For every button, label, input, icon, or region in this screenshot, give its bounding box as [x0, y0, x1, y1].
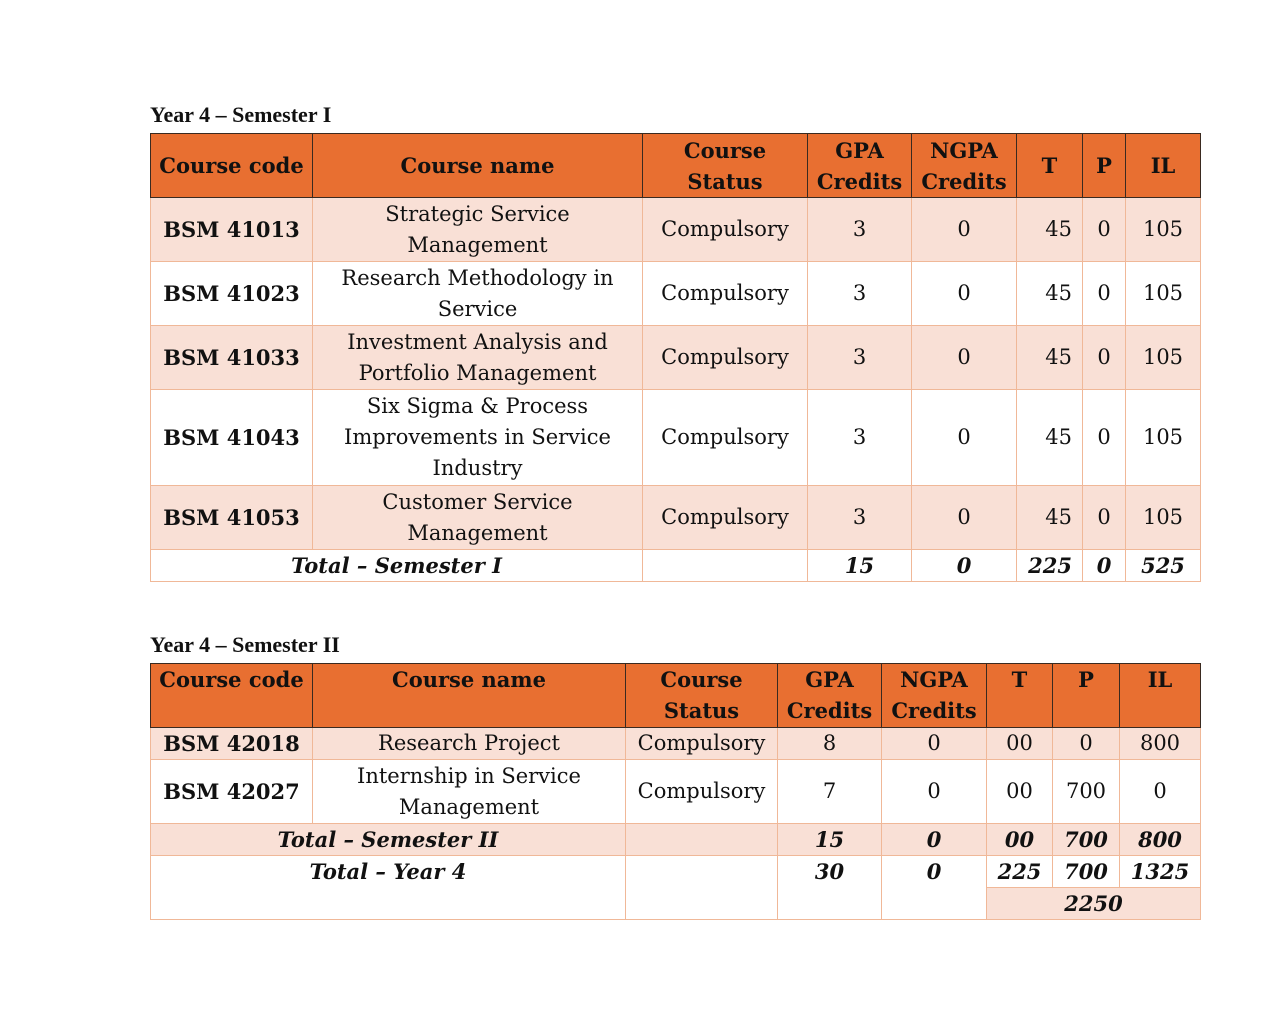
- t-value: 00: [987, 728, 1053, 760]
- il-value: 105: [1126, 262, 1201, 326]
- course-code: BSM 42027: [151, 760, 313, 824]
- course-code: BSM 41013: [151, 198, 313, 262]
- gpa-credits: 3: [808, 326, 912, 390]
- semester1-title: Year 4 – Semester I: [150, 102, 332, 127]
- total-label: Total – Semester II: [151, 824, 626, 856]
- course-name: Strategic Service Management: [313, 198, 643, 262]
- semester1-table: [150, 133, 1201, 582]
- header-il: IL: [1126, 134, 1201, 198]
- table-row: [151, 728, 1201, 760]
- course-code: BSM 41033: [151, 326, 313, 390]
- header-ngpa-credits: NGPA Credits: [882, 664, 987, 728]
- header-t: T: [1017, 134, 1083, 198]
- course-code: BSM 41053: [151, 486, 313, 550]
- year-total-t: 225: [987, 856, 1053, 888]
- course-code: BSM 41023: [151, 262, 313, 326]
- p-value: 0: [1083, 198, 1126, 262]
- header-p: P: [1053, 664, 1120, 728]
- year-total-ngpa: 0: [882, 856, 987, 920]
- p-value: 0: [1083, 326, 1126, 390]
- il-value: 800: [1120, 728, 1201, 760]
- course-name: Customer Service Management: [313, 486, 643, 550]
- course-status: Compulsory: [643, 326, 808, 390]
- header-gpa-credits: GPA Credits: [808, 134, 912, 198]
- header-ngpa-credits: NGPA Credits: [912, 134, 1017, 198]
- table-row: [151, 326, 1201, 390]
- header-gpa-credits: GPA Credits: [778, 664, 882, 728]
- year-total-p: 700: [1053, 856, 1120, 888]
- header-course-status: Course Status: [643, 134, 808, 198]
- total-il: 525: [1126, 550, 1201, 582]
- grand-total: 2250: [987, 888, 1201, 920]
- header-course-name: Course name: [313, 664, 626, 728]
- course-name: Investment Analysis and Portfolio Management: [313, 326, 643, 390]
- year-total-il: 1325: [1120, 856, 1201, 888]
- total-ngpa: 0: [882, 824, 987, 856]
- t-value: 45: [1017, 262, 1083, 326]
- ngpa-credits: 0: [882, 760, 987, 824]
- total-status-empty: [643, 550, 808, 582]
- il-value: 105: [1126, 326, 1201, 390]
- ngpa-credits: 0: [912, 262, 1017, 326]
- semester2-title: Year 4 – Semester II: [150, 632, 340, 657]
- course-name: Research Methodology in Service: [313, 262, 643, 326]
- header-course-code: Course code: [151, 664, 313, 728]
- table-header-row: [151, 664, 1201, 728]
- header-t: T: [987, 664, 1053, 728]
- course-name: Internship in Service Management: [313, 760, 626, 824]
- total-t: 225: [1017, 550, 1083, 582]
- year-total-status-empty: [626, 856, 778, 920]
- total-row: [151, 550, 1201, 582]
- table-row: [151, 486, 1201, 550]
- total-row: [151, 824, 1201, 856]
- gpa-credits: 3: [808, 198, 912, 262]
- table-row: [151, 390, 1201, 486]
- gpa-credits: 3: [808, 390, 912, 486]
- t-value: 45: [1017, 390, 1083, 486]
- p-value: 0: [1053, 728, 1120, 760]
- total-ngpa: 0: [912, 550, 1017, 582]
- total-gpa: 15: [808, 550, 912, 582]
- course-status: Compulsory: [643, 486, 808, 550]
- p-value: 0: [1083, 390, 1126, 486]
- gpa-credits: 8: [778, 728, 882, 760]
- gpa-credits: 3: [808, 262, 912, 326]
- semester2-table: [150, 663, 1201, 920]
- header-course-status: Course Status: [626, 664, 778, 728]
- total-gpa: 15: [778, 824, 882, 856]
- total-label: Total – Semester I: [151, 550, 643, 582]
- course-status: Compulsory: [643, 262, 808, 326]
- course-name: Six Sigma & Process Improvements in Service Industry: [313, 390, 643, 486]
- ngpa-credits: 0: [912, 198, 1017, 262]
- year-total-row: [151, 856, 1201, 888]
- total-p: 700: [1053, 824, 1120, 856]
- course-status: Compulsory: [626, 728, 778, 760]
- t-value: 45: [1017, 198, 1083, 262]
- total-t: 00: [987, 824, 1053, 856]
- table-row: [151, 262, 1201, 326]
- t-value: 00: [987, 760, 1053, 824]
- gpa-credits: 7: [778, 760, 882, 824]
- ngpa-credits: 0: [912, 390, 1017, 486]
- il-value: 105: [1126, 486, 1201, 550]
- p-value: 700: [1053, 760, 1120, 824]
- course-status: Compulsory: [643, 198, 808, 262]
- course-name: Research Project: [313, 728, 626, 760]
- year-total-gpa: 30: [778, 856, 882, 920]
- ngpa-credits: 0: [912, 326, 1017, 390]
- year-total-label: Total – Year 4: [151, 856, 626, 920]
- p-value: 0: [1083, 262, 1126, 326]
- p-value: 0: [1083, 486, 1126, 550]
- header-p: P: [1083, 134, 1126, 198]
- header-course-name: Course name: [313, 134, 643, 198]
- table-row: [151, 198, 1201, 262]
- header-course-code: Course code: [151, 134, 313, 198]
- total-p: 0: [1083, 550, 1126, 582]
- t-value: 45: [1017, 486, 1083, 550]
- il-value: 105: [1126, 198, 1201, 262]
- il-value: 0: [1120, 760, 1201, 824]
- course-status: Compulsory: [626, 760, 778, 824]
- il-value: 105: [1126, 390, 1201, 486]
- course-code: BSM 41043: [151, 390, 313, 486]
- header-il: IL: [1120, 664, 1201, 728]
- table-header-row: [151, 134, 1201, 198]
- t-value: 45: [1017, 326, 1083, 390]
- table-row: [151, 760, 1201, 824]
- total-il: 800: [1120, 824, 1201, 856]
- course-status: Compulsory: [643, 390, 808, 486]
- ngpa-credits: 0: [882, 728, 987, 760]
- gpa-credits: 3: [808, 486, 912, 550]
- course-code: BSM 42018: [151, 728, 313, 760]
- ngpa-credits: 0: [912, 486, 1017, 550]
- total-status-empty: [626, 824, 778, 856]
